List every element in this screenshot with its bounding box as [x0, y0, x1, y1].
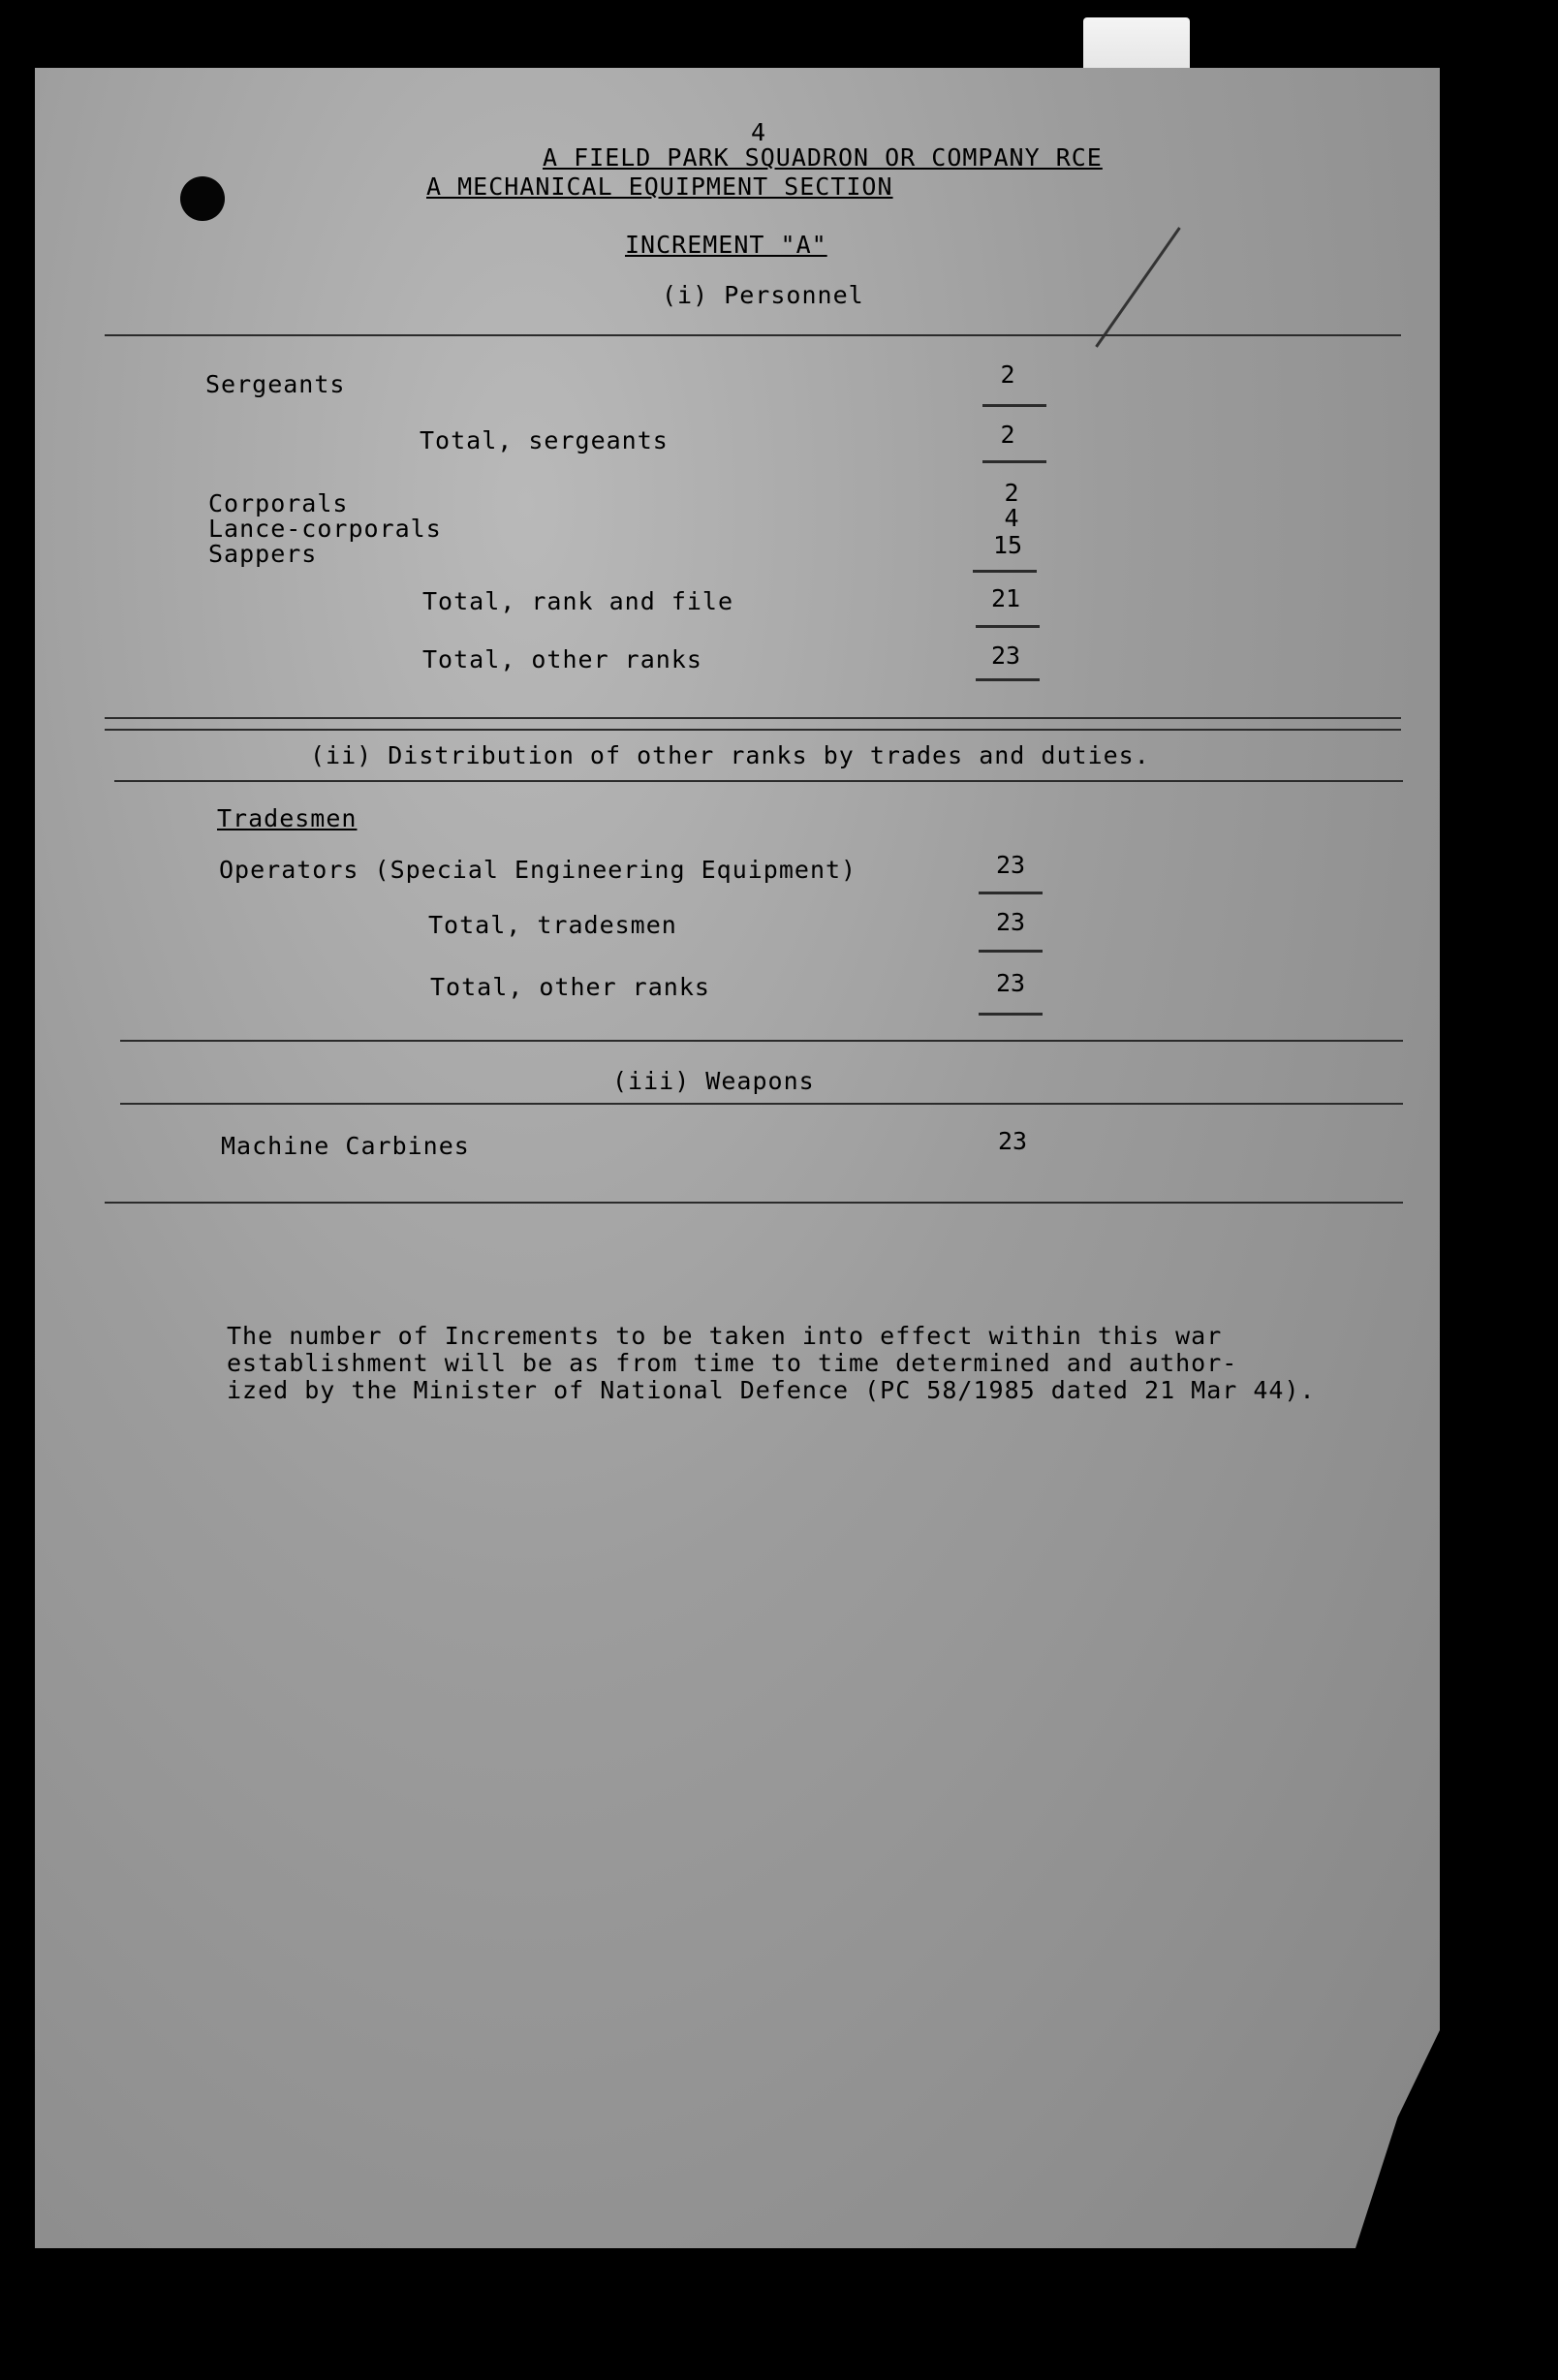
operators-value: 23: [995, 851, 1026, 879]
total-rank-file-label: Total, rank and file: [422, 587, 734, 615]
tradesmen-heading: Tradesmen: [217, 804, 358, 832]
rule: [105, 334, 1401, 336]
rule: [105, 729, 1401, 731]
personnel-heading: (i) Personnel: [662, 281, 864, 309]
sappers-label: Sappers: [208, 540, 318, 568]
total-rank-file-value: 21: [990, 584, 1021, 612]
total-sergeants-value: 2: [1000, 421, 1015, 449]
lance-corporals-label: Lance-corporals: [208, 515, 442, 543]
rule: [105, 717, 1401, 719]
total-other-ranks-label-2: Total, other ranks: [430, 973, 710, 1001]
lance-corporals-value: 4: [1004, 504, 1019, 532]
total-other-ranks-label: Total, other ranks: [422, 645, 702, 673]
rule: [120, 1040, 1403, 1042]
total-other-ranks-value: 23: [990, 642, 1021, 670]
sum-line: [976, 678, 1040, 681]
increment-title: INCREMENT "A": [625, 231, 827, 259]
note-line-2: establishment will be as from time to time determined and author-: [227, 1349, 1238, 1377]
sum-line: [976, 625, 1040, 628]
sum-line: [979, 892, 1043, 894]
sum-line: [982, 460, 1046, 463]
rule: [114, 780, 1403, 782]
header-line-2: A MECHANICAL EQUIPMENT SECTION: [426, 172, 893, 201]
distribution-heading: (ii) Distribution of other ranks by trades and duties.: [310, 741, 1150, 769]
sappers-value: 15: [992, 531, 1023, 559]
sum-line: [979, 950, 1043, 953]
sum-line: [982, 404, 1046, 407]
sum-line: [979, 1013, 1043, 1016]
pencil-mark: [1095, 227, 1180, 348]
sum-line: [973, 570, 1037, 573]
rule: [120, 1103, 1403, 1105]
note-line-3: ized by the Minister of National Defence (PC 58/1985 dated 21 Mar 44).: [227, 1376, 1316, 1404]
header-line-1: A FIELD PARK SQUADRON OR COMPANY RCE: [543, 143, 1103, 172]
punch-hole: [180, 176, 225, 221]
corporals-value: 2: [1004, 479, 1019, 507]
total-tradesmen-label: Total, tradesmen: [428, 911, 677, 939]
total-tradesmen-value: 23: [995, 908, 1026, 936]
sergeants-value: 2: [1000, 360, 1015, 389]
carbines-label: Machine Carbines: [221, 1132, 470, 1160]
weapons-heading: (iii) Weapons: [612, 1067, 815, 1095]
rule: [105, 1202, 1403, 1204]
note-line-1: The number of Increments to be taken into effect within this war: [227, 1322, 1223, 1350]
total-other-ranks-value-2: 23: [995, 969, 1026, 997]
carbines-value: 23: [997, 1127, 1028, 1155]
total-sergeants-label: Total, sergeants: [420, 426, 669, 454]
sergeants-label: Sergeants: [205, 370, 346, 398]
page-number: 4: [751, 118, 767, 146]
corporals-label: Corporals: [208, 489, 349, 517]
operators-label: Operators (Special Engineering Equipment): [219, 856, 857, 884]
